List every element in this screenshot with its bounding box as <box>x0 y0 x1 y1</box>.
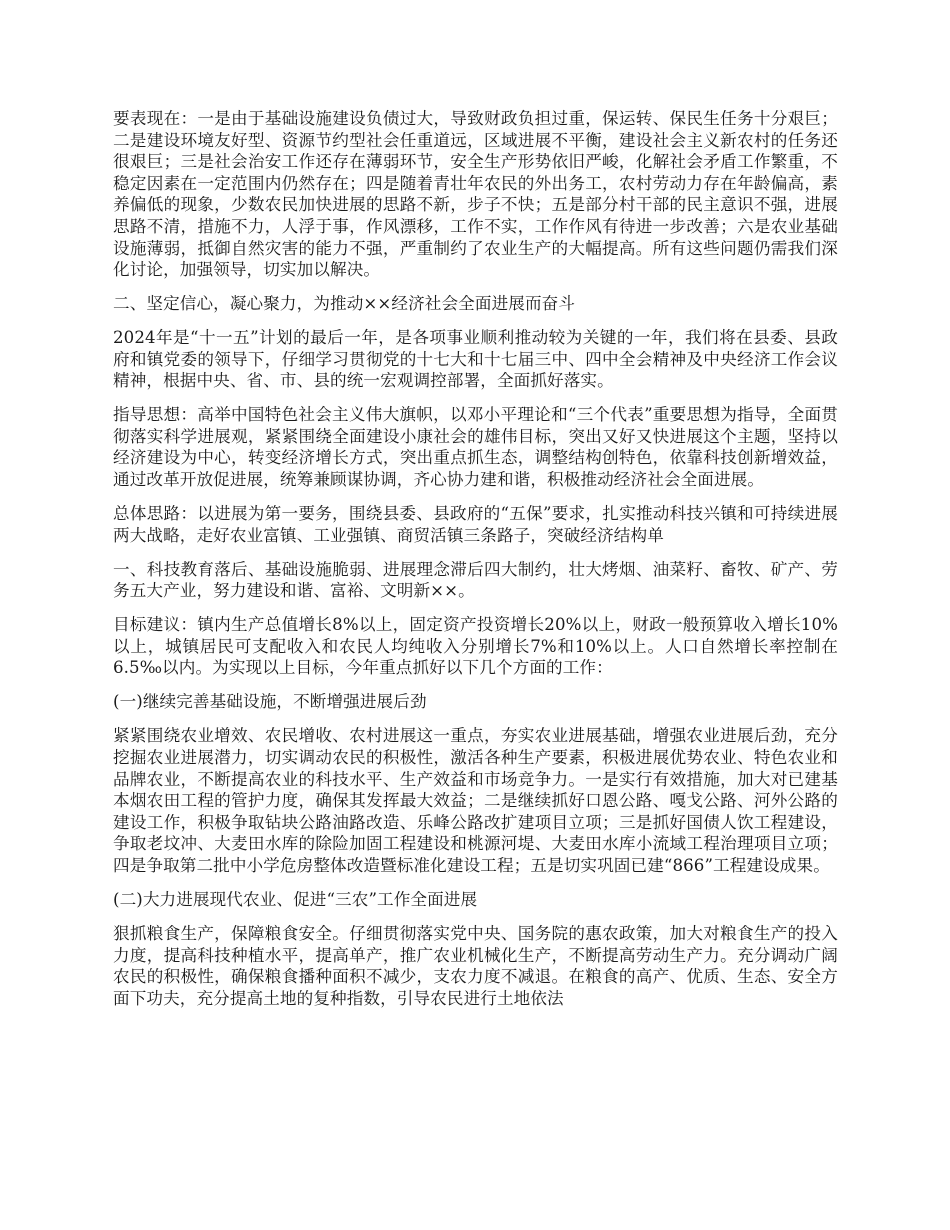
paragraph-infrastructure: 紧紧围绕农业增效、农民增收、农村进展这一重点，夯实农业进展基础，增强农业进展后劲，充分挖掘农业进展潜力，切实调动农民的积极性，激活各种生产要素，积极进展优势农业、特色农业和品牌农业，不断提高农业的科技水平、生产效益和市场竞争力。一是实行有效措施，加大对已建基本烟农田工程的管护力度，确保其发挥最大效益；二是继续抓好口恩公路、嘎戈公路、河外公路的建设工作，积极争取钻块公路油路改造、乐峰公路改扩建项目立项；三是抓好国债人饮工程建设，争取老坟冲、大麦田水库的除险加固工程建设和桃源河堤、大麦田水库小流域工程治理项目立项；四是争取第二批中小学危房整体改造暨标准化建设工程；五是切实巩固已建“866”工程建设成果。 <box>113 726 838 875</box>
paragraph-year-overview: 2024年是“十一五”计划的最后一年，是各项事业顺利推动较为关键的一年，我们将在县委、县政府和镇党委的领导下，仔细学习贯彻党的十七大和十七届三中、四中全会精神及中央经济工作会议精神，根据中央、省、市、县的统一宏观调控部署，全面抓好落实。 <box>113 328 838 391</box>
subheading-infrastructure: (一)继续完善基础设施，不断增强进展后劲 <box>113 692 427 712</box>
document-page <box>113 108 838 1022</box>
paragraph-four-constraints: 一、科技教育落后、基础设施脆弱、进展理念滞后四大制约，壮大烤烟、油菜籽、畜牧、矿产、劳务五大产业，努力建设和谐、富裕、文明新××。 <box>113 559 838 601</box>
section-heading-two: 二、坚定信心，凝心聚力，为推动××经济社会全面进展而奋斗 <box>113 294 576 314</box>
subheading-modern-agriculture: (二)大力进展现代农业、促进“三农”工作全面进展 <box>113 889 478 909</box>
paragraph-problems: 要表现在：一是由于基础设施建设负债过大，导致财政负担过重，保运转、保民生任务十分艰巨；二是建设环境友好型、资源节约型社会任重道远，区域进展不平衡，建设社会主义新农村的任务还很艰巨；三是社会治安工作还存在薄弱环节，安全生产形势依旧严峻，化解社会矛盾工作繁重，不稳定因素在一定范围内仍然存在；四是随着青壮年农民的外出务工，农村劳动力存在年龄偏高，素养偏低的现象，少数农民加快进展的思路不新，步子不快；五是部分村干部的民主意识不强，进展思路不清，措施不力，人浮于事，作风漂移，工作不实，工作作风有待进一步改善；六是农业基础设施薄弱，抵御自然灾害的能力不强，严重制约了农业生产的大幅提高。所有这些问题仍需我们深化讨论，加强领导，切实加以解决。 <box>113 109 838 280</box>
paragraph-grain-production: 狠抓粮食生产，保障粮食安全。仔细贯彻落实党中央、国务院的惠农政策，加大对粮食生产的投入力度，提高科技种植水平，提高单产，推广农业机械化生产，不断提高劳动生产力。充分调动广阔农民的积极性，确保粮食播种面积不减少，支农力度不减退。在粮食的高产、优质、生态、安全方面下功夫，充分提高土地的复种指数，引导农民进行土地依法 <box>113 923 838 1008</box>
paragraph-overall-approach: 总体思路：以进展为第一要务，围绕县委、县政府的“五保”要求，扎实推动科技兴镇和可持续进展两大战略，走好农业富镇、工业强镇、商贸活镇三条路子，突破经济结构单 <box>113 504 838 545</box>
paragraph-guiding-ideology: 指导思想：高举中国特色社会主义伟大旗帜，以邓小平理论和“三个代表”重要思想为指导，全面贯彻落实科学进展观，紧紧围绕全面建设小康社会的雄伟目标，突出又好又快进展这个主题，坚持以经济建设为中心，转变经济增长方式，突出重点抓生态，调整结构创特色，依靠科技创新增效益，通过改革开放促进展，统筹兼顾谋协调，齐心协力建和谐，积极推动经济社会全面进展。 <box>113 405 838 490</box>
paragraph-targets: 目标建议：镇内生产总值增长8%以上，固定资产投资增长20%以上，财政一般预算收入增长10%以上，城镇居民可支配收入和农民人均纯收入分别增长7%和10%以上。人口自然增长率控制在6.5‰以内。为实现以上目标，今年重点抓好以下几个方面的工作： <box>113 615 838 678</box>
